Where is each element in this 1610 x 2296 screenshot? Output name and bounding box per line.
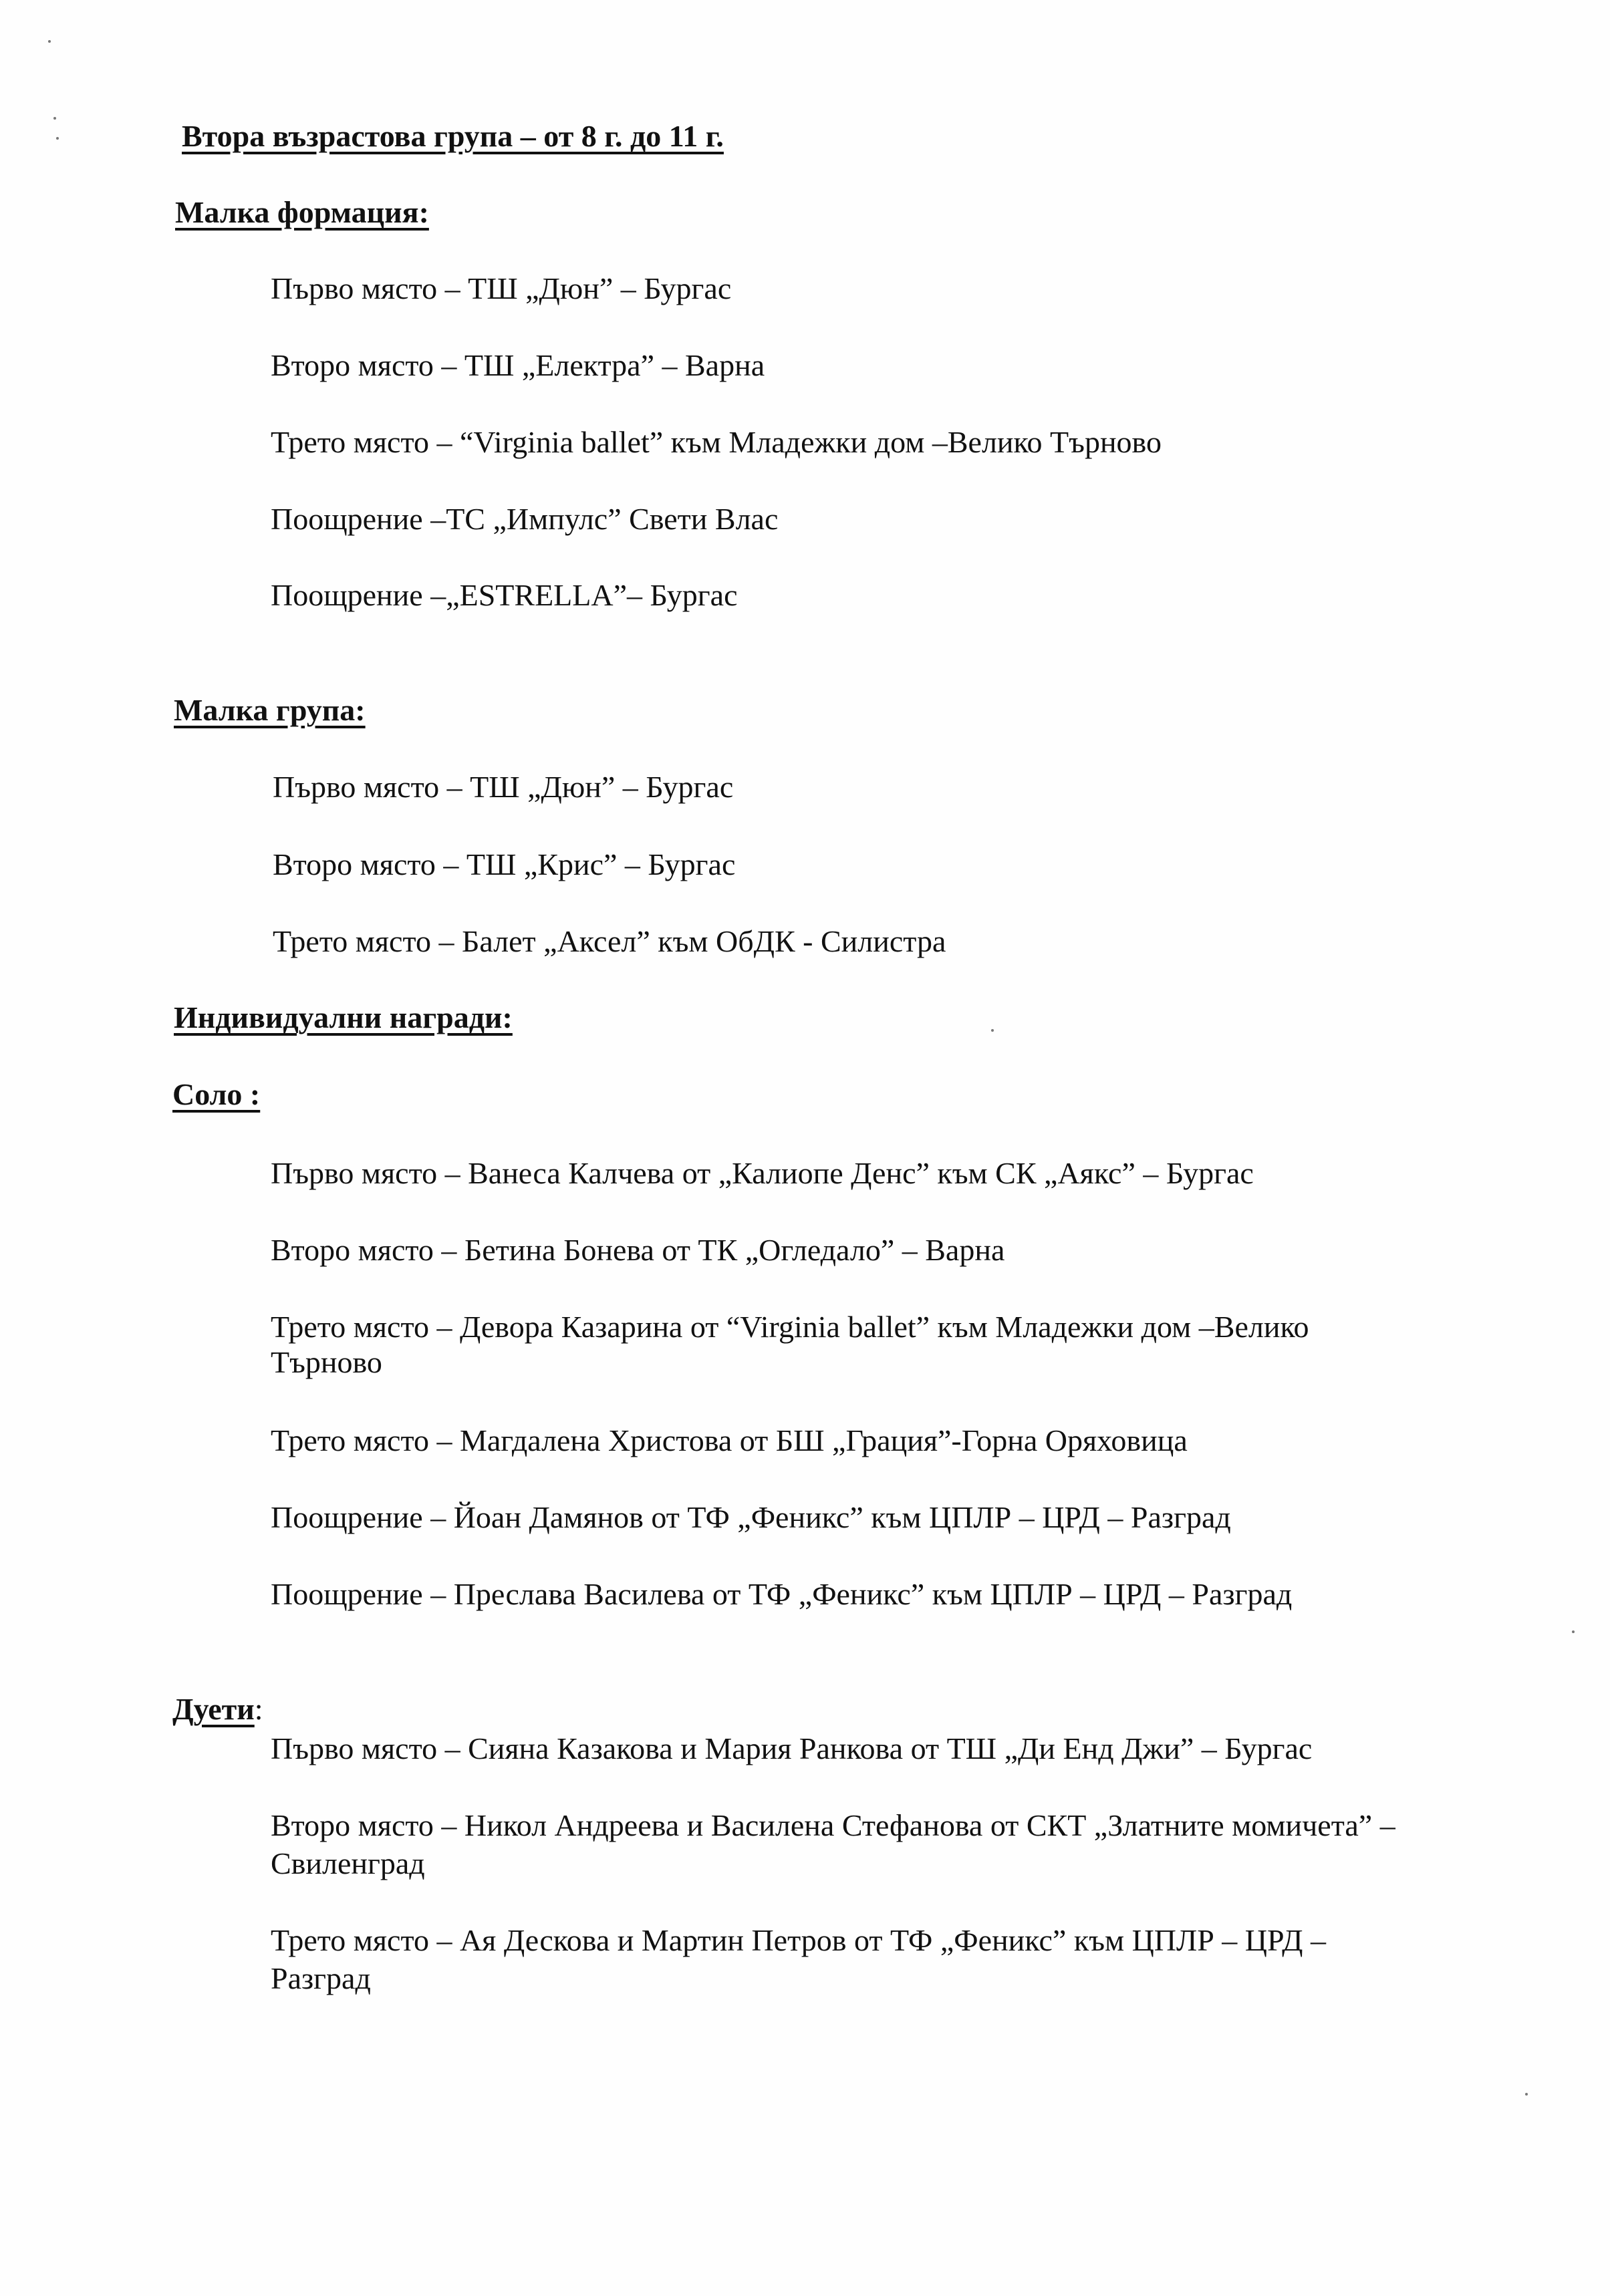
scan-speck	[53, 117, 56, 120]
award-line: Трето място – Балет „Аксел” към ОбДК - Силистра	[273, 924, 946, 958]
award-line: Второ място – Бетина Бонева от ТК „Огледало” – Варна	[271, 1233, 1005, 1267]
award-line-continuation: Разград	[271, 1961, 371, 1995]
section-heading-solo: Соло :	[172, 1077, 261, 1111]
award-line: Поощрение –ТС „Импулс” Свети Влас	[271, 502, 779, 536]
scan-speck	[48, 40, 51, 43]
section-heading-dueti-label: Дуети	[172, 1692, 255, 1726]
scan-speck	[1572, 1630, 1575, 1633]
award-line: Поощрение –„ESTRELLA”– Бургас	[271, 578, 738, 612]
award-line: Второ място – Никол Андреева и Василена Стефанова от СКТ „Златните момичета” –	[271, 1808, 1395, 1842]
scan-speck	[991, 1029, 994, 1032]
award-line: Второ място – ТШ „Електра” – Варна	[271, 348, 765, 382]
award-line: Първо място – ТШ „Дюн” – Бургас	[271, 271, 732, 305]
section-heading-malka-grupa: Малка група:	[174, 693, 366, 727]
award-line: Поощрение – Йоан Дамянов от ТФ „Феникс” към ЦПЛР – ЦРД – Разград	[271, 1500, 1231, 1534]
award-line-continuation: Свиленград	[271, 1846, 425, 1880]
award-line: Трето място – Ая Дескова и Мартин Петров от ТФ „Феникс” към ЦПЛР – ЦРД –	[271, 1923, 1327, 1957]
scan-speck	[56, 137, 59, 140]
award-line: Трето място – “Virginia ballet” към Младежки дом –Велико Търново	[271, 425, 1162, 459]
scan-speck	[1525, 2093, 1528, 2096]
section-heading-dueti-colon: :	[254, 1692, 263, 1726]
section-heading-dueti	[172, 1692, 263, 1727]
section-heading-malka-formatsia: Малка формация:	[175, 195, 429, 229]
award-line-continuation: Търново	[271, 1345, 382, 1379]
award-line: Поощрение – Преслава Василева от ТФ „Феникс” към ЦПЛР – ЦРД – Разград	[271, 1577, 1293, 1611]
award-line: Първо място – Сияна Казакова и Мария Ранкова от ТШ „Ди Енд Джи” – Бургас	[271, 1731, 1313, 1765]
award-line: Трето място – Девора Казарина от “Virginia ballet” към Младежки дом –Велико	[271, 1310, 1309, 1344]
award-line: Второ място – ТШ „Крис” – Бургас	[273, 847, 736, 881]
award-line: Първо място – ТШ „Дюн” – Бургас	[273, 770, 734, 804]
award-line: Първо място – Ванеса Калчева от „Калиопе Денс” към СК „Аякс” – Бургас	[271, 1156, 1254, 1190]
award-line: Трето място – Магдалена Христова от БШ „Грация”-Горна Оряховица	[271, 1423, 1188, 1457]
page-title: Втора възрастова група – от 8 г. до 11 г.	[182, 119, 724, 153]
section-heading-individualni: Индивидуални награди:	[174, 1000, 513, 1034]
